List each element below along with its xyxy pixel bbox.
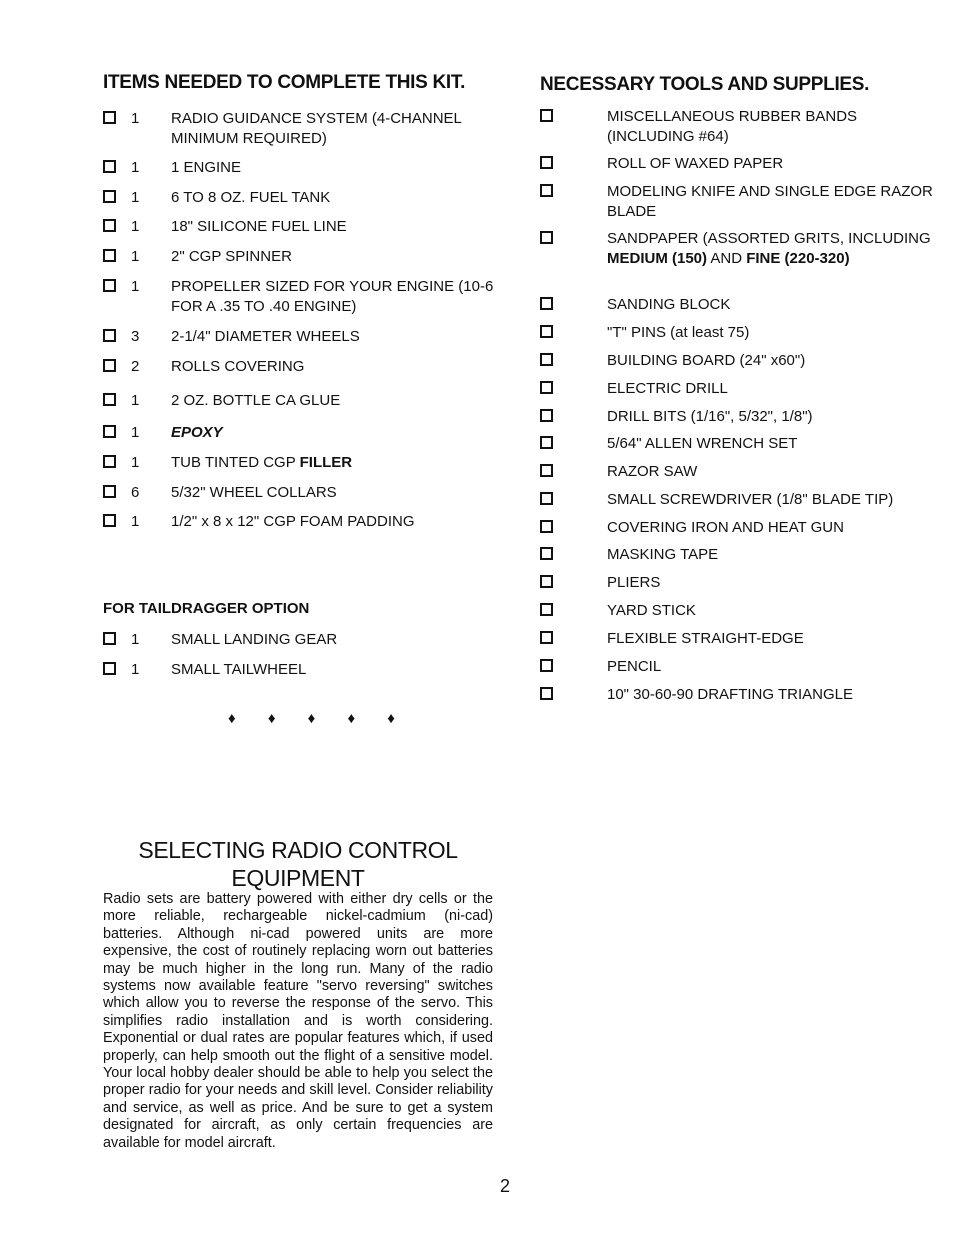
checkbox-icon[interactable]	[103, 425, 116, 438]
item-qty: 1	[131, 159, 140, 176]
item-text: 10" 30-60-90 DRAFTING TRIANGLE	[607, 686, 853, 703]
tools-title: NECESSARY TOOLS AND SUPPLIES.	[540, 74, 870, 95]
checkbox-icon[interactable]	[103, 514, 116, 527]
item-text: 1 ENGINE	[171, 159, 242, 176]
item-text: PENCIL	[607, 658, 662, 675]
item-qty: 1	[131, 424, 140, 441]
item-text: ROLLS COVERING	[171, 358, 305, 375]
radio-section-title: SELECTING RADIO CONTROL EQUIPMENT	[138, 837, 458, 891]
checkbox-icon[interactable]	[540, 603, 553, 616]
item-text: RADIO GUIDANCE SYSTEM (4-CHANNEL MINIMUM REQUIRED)	[171, 110, 462, 147]
item-text: 5/64" ALLEN WRENCH SET	[607, 435, 798, 452]
item-text-bold: MEDIUM (150)	[607, 250, 708, 267]
taildragger-title: FOR TAILDRAGGER OPTION	[103, 600, 310, 617]
item-qty: 3	[131, 328, 140, 345]
item-text: FLEXIBLE STRAIGHT-EDGE	[607, 630, 804, 647]
item-text: COVERING IRON AND HEAT GUN	[607, 519, 844, 536]
item-text: 6 TO 8 OZ. FUEL TANK	[171, 189, 331, 206]
checkbox-icon[interactable]	[540, 492, 553, 505]
item-qty: 2	[131, 358, 140, 375]
item-text-plain: SANDPAPER (ASSORTED GRITS, INCLUDING	[607, 230, 931, 247]
checkbox-icon[interactable]	[103, 662, 116, 675]
checkbox-icon[interactable]	[103, 219, 116, 232]
checkbox-icon[interactable]	[540, 325, 553, 338]
checkbox-icon[interactable]	[540, 520, 553, 533]
item-text: SMALL SCREWDRIVER (1/8" BLADE TIP)	[607, 491, 894, 508]
item-text: DRILL BITS (1/16", 5/32", 1/8")	[607, 408, 813, 425]
checkbox-icon[interactable]	[540, 297, 553, 310]
checkbox-icon[interactable]	[540, 184, 553, 197]
item-qty: 1	[131, 454, 140, 471]
item-qty: 1	[131, 661, 140, 678]
item-text: 2-1/4" DIAMETER WHEELS	[171, 328, 360, 345]
checkbox-icon[interactable]	[103, 632, 116, 645]
checkbox-icon[interactable]	[540, 231, 553, 244]
item-text: 2" CGP SPINNER	[171, 248, 292, 265]
item-text: ELECTRIC DRILL	[607, 380, 728, 397]
item-text-bold: FINE (220-320)	[746, 250, 850, 267]
item-qty: 1	[131, 631, 140, 648]
checkbox-icon[interactable]	[540, 547, 553, 560]
checkbox-icon[interactable]	[103, 393, 116, 406]
checkbox-icon[interactable]	[103, 359, 116, 372]
item-text: MASKING TAPE	[607, 546, 719, 563]
checkbox-icon[interactable]	[103, 249, 116, 262]
diamond-separator: ♦ ♦ ♦ ♦ ♦	[228, 710, 409, 727]
checkbox-icon[interactable]	[540, 409, 553, 422]
checkbox-icon[interactable]	[103, 160, 116, 173]
checkbox-icon[interactable]	[103, 111, 116, 124]
item-qty: 1	[131, 248, 140, 265]
item-text: YARD STICK	[607, 602, 696, 619]
item-qty: 1	[131, 278, 140, 295]
item-qty: 1	[131, 392, 140, 409]
item-qty: 1	[131, 218, 140, 235]
checkbox-icon[interactable]	[103, 485, 116, 498]
checkbox-icon[interactable]	[540, 659, 553, 672]
item-text: MISCELLANEOUS RUBBER BANDS (INCLUDING #64)	[607, 108, 858, 145]
radio-section-body: Radio sets are battery powered with either dry cells or the more reliable, rechargeable nickel-cadmium (ni-cad) batteries. Although ni-cad powered units are more expensive, the cost of routinely replacing worn out batteries may be much higher in the long run. Many of the radio systems now available feature "servo reversing" switches which allow you to reverse the response of the servo. This simplifies radio installation and is worth considering. Exponential or dual rates are popular features which, if used properly, can help smooth out the flight of a sensitive model. Your local hobby dealer should be able to help you select the proper radio for your needs and skill level. Consider reliability and service, as well as price. And be sure to get a system designated for aircraft, as only certain frequencies are available for model aircraft.	[103, 891, 493, 1151]
item-text	[607, 229, 937, 269]
items-needed-title: ITEMS NEEDED TO COMPLETE THIS KIT.	[103, 72, 466, 93]
item-text: EPOXY	[171, 424, 223, 441]
item-text: 18" SILICONE FUEL LINE	[171, 218, 347, 235]
checkbox-icon[interactable]	[540, 381, 553, 394]
item-text: SMALL TAILWHEEL	[171, 661, 307, 678]
checkbox-icon[interactable]	[540, 687, 553, 700]
item-text: 1/2" x 8 x 12" CGP FOAM PADDING	[171, 513, 415, 530]
item-text-plain: AND	[707, 250, 747, 267]
item-text: SMALL LANDING GEAR	[171, 631, 338, 648]
checkbox-icon[interactable]	[103, 279, 116, 292]
item-text: 5/32" WHEEL COLLARS	[171, 484, 337, 501]
item-text: SANDING BLOCK	[607, 296, 731, 313]
item-text: PLIERS	[607, 574, 661, 591]
item-text: ROLL OF WAXED PAPER	[607, 155, 784, 172]
item-qty: 1	[131, 513, 140, 530]
item-text: PROPELLER SIZED FOR YOUR ENGINE (10-6 FOR A .35 TO .40 ENGINE)	[171, 278, 494, 315]
checkbox-icon[interactable]	[540, 156, 553, 169]
checkbox-icon[interactable]	[540, 436, 553, 449]
item-text: RAZOR SAW	[607, 463, 698, 480]
item-text: 2 OZ. BOTTLE CA GLUE	[171, 392, 341, 409]
checkbox-icon[interactable]	[540, 464, 553, 477]
item-qty: 6	[131, 484, 140, 501]
checkbox-icon[interactable]	[540, 575, 553, 588]
checkbox-icon[interactable]	[103, 455, 116, 468]
checkbox-icon[interactable]	[540, 353, 553, 366]
item-qty: 1	[131, 110, 140, 127]
checkbox-icon[interactable]	[540, 631, 553, 644]
item-text: MODELING KNIFE AND SINGLE EDGE RAZOR BLADE	[607, 183, 933, 220]
page-number: 2	[500, 1176, 511, 1196]
item-qty: 1	[131, 189, 140, 206]
item-text-bold: FILLER	[299, 454, 353, 471]
item-text: BUILDING BOARD (24" x60")	[607, 352, 806, 369]
checkbox-icon[interactable]	[103, 190, 116, 203]
item-text	[171, 453, 501, 473]
item-text-plain: TUB TINTED CGP	[171, 454, 300, 471]
checkbox-icon[interactable]	[103, 329, 116, 342]
checkbox-icon[interactable]	[540, 109, 553, 122]
item-text: "T" PINS (at least 75)	[607, 324, 750, 341]
